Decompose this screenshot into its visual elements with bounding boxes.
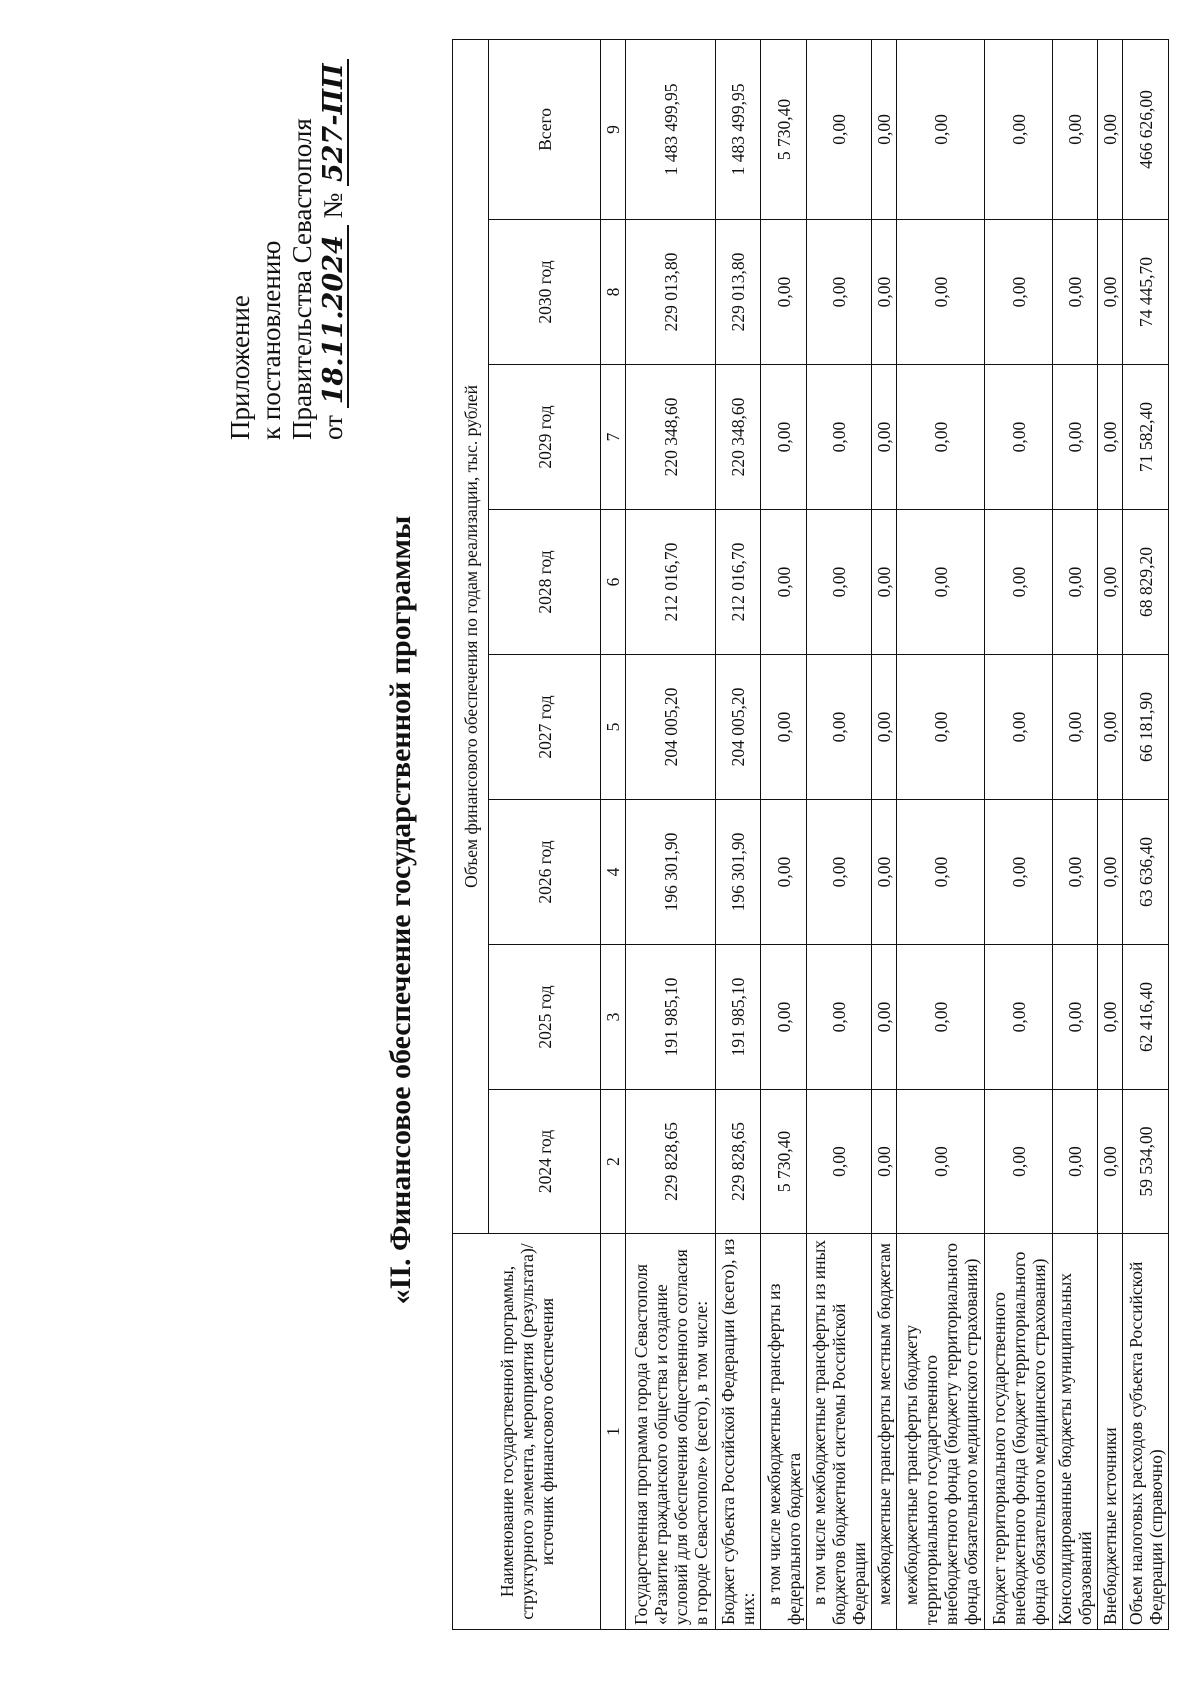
year-header: 2029 год: [489, 365, 601, 510]
cell-value: 0,00: [985, 510, 1053, 655]
column-number: 7: [601, 365, 626, 510]
cell-value: 0,00: [1098, 220, 1123, 365]
cell-value: 0,00: [761, 365, 807, 510]
cell-value: 71 582,40: [1123, 365, 1169, 510]
appendix-line-1: Приложение: [225, 295, 255, 440]
row-label: межбюджетные трансферты местным бюджетам: [872, 1234, 897, 1630]
cell-value: 0,00: [897, 510, 985, 655]
cell-value: 0,00: [1098, 655, 1123, 800]
cell-value: 204 005,20: [626, 655, 716, 800]
appendix-block: [225, 59, 349, 440]
cell-value: 0,00: [872, 220, 897, 365]
cell-value: 212 016,70: [716, 510, 761, 655]
cell-value: 59 534,00: [1123, 1090, 1169, 1234]
cell-value: 0,00: [1053, 800, 1098, 945]
cell-value: 204 005,20: [716, 655, 761, 800]
cell-value: 0,00: [1098, 365, 1123, 510]
cell-value: 0,00: [872, 945, 897, 1090]
handwritten-number: 527-ПП: [321, 59, 349, 186]
row-label: Бюджет субъекта Российской Федерации (всего), из них:: [716, 1234, 761, 1630]
cell-value: 0,00: [761, 800, 807, 945]
cell-value: 212 016,70: [626, 510, 716, 655]
cell-value: 74 445,70: [1123, 220, 1169, 365]
table-row: [761, 39, 807, 1629]
cell-value: 66 181,90: [1123, 655, 1169, 800]
cell-value: 229 828,65: [716, 1090, 761, 1234]
table-row: [985, 39, 1053, 1629]
row-label: в том числе межбюджетные трансферты из федерального бюджета: [761, 1234, 807, 1630]
cell-value: 1 483 499,95: [626, 39, 716, 219]
cell-value: 0,00: [897, 365, 985, 510]
column-number: 2: [601, 1090, 626, 1234]
cell-value: 229 828,65: [626, 1090, 716, 1234]
cell-value: 0,00: [985, 945, 1053, 1090]
cell-value: 0,00: [761, 510, 807, 655]
cell-value: 0,00: [807, 39, 872, 219]
cell-value: 0,00: [985, 220, 1053, 365]
cell-value: 191 985,10: [626, 945, 716, 1090]
cell-value: 63 636,40: [1123, 800, 1169, 945]
column-number-row: [601, 39, 626, 1629]
cell-value: 0,00: [872, 1090, 897, 1234]
cell-value: 0,00: [872, 655, 897, 800]
cell-value: 0,00: [807, 510, 872, 655]
cell-value: 0,00: [897, 945, 985, 1090]
table-row: [1123, 39, 1169, 1629]
cell-value: 0,00: [872, 39, 897, 219]
year-header: 2024 год: [489, 1090, 601, 1234]
cell-value: 0,00: [761, 220, 807, 365]
year-header: 2026 год: [489, 800, 601, 945]
column-number: 1: [601, 1234, 626, 1630]
cell-value: 196 301,90: [626, 800, 716, 945]
cell-value: 0,00: [761, 945, 807, 1090]
cell-value: 0,00: [1053, 945, 1098, 1090]
year-header: 2028 год: [489, 510, 601, 655]
cell-value: 62 416,40: [1123, 945, 1169, 1090]
cell-value: 0,00: [807, 220, 872, 365]
column-number: 4: [601, 800, 626, 945]
cell-value: 0,00: [985, 1090, 1053, 1234]
column-number: 9: [601, 39, 626, 219]
cell-value: 0,00: [1098, 945, 1123, 1090]
cell-value: 0,00: [1053, 220, 1098, 365]
cell-value: 0,00: [761, 655, 807, 800]
appendix-line-2: к постановлению: [256, 240, 286, 440]
cell-value: 0,00: [1053, 510, 1098, 655]
column-number: 8: [601, 220, 626, 365]
cell-value: 0,00: [1053, 365, 1098, 510]
total-header: Всего: [489, 39, 601, 219]
table-row: [1098, 39, 1123, 1629]
appendix-date-line: [318, 59, 349, 440]
cell-value: 220 348,60: [716, 365, 761, 510]
cell-value: 0,00: [985, 39, 1053, 219]
cell-value: 5 730,40: [761, 1090, 807, 1234]
cell-value: 229 013,80: [626, 220, 716, 365]
header-row-1: [453, 39, 489, 1629]
column-number: 3: [601, 945, 626, 1090]
cell-value: 466 626,00: [1123, 39, 1169, 219]
cell-value: 0,00: [1098, 1090, 1123, 1234]
year-header: 2030 год: [489, 220, 601, 365]
cell-value: 0,00: [872, 365, 897, 510]
funding-group-header: Объем финансового обеспечения по годам реализации, тыс. рублей: [453, 39, 489, 1233]
table-row: [1053, 39, 1098, 1629]
cell-value: 0,00: [1098, 39, 1123, 219]
row-label: Государственная программа города Севастополя «Развитие гражданского общества и создание условий для обеспечения общественного согласия в городе Севастополе» (всего), в том числе:: [626, 1234, 716, 1630]
year-header: 2025 год: [489, 945, 601, 1090]
table-row: [626, 39, 716, 1629]
cell-value: 5 730,40: [761, 39, 807, 219]
cell-value: 0,00: [1053, 1090, 1098, 1234]
cell-value: 0,00: [985, 365, 1053, 510]
cell-value: 229 013,80: [716, 220, 761, 365]
cell-value: 0,00: [1053, 655, 1098, 800]
cell-value: 0,00: [872, 510, 897, 655]
cell-value: 0,00: [985, 655, 1053, 800]
table-row: [872, 39, 897, 1629]
cell-value: 0,00: [1098, 510, 1123, 655]
row-label: в том числе межбюджетные трансферты из иных бюджетов бюджетной системы Российской Федерации: [807, 1234, 872, 1630]
cell-value: 0,00: [807, 800, 872, 945]
row-label: Внебюджетные источники: [1098, 1234, 1123, 1630]
cell-value: 0,00: [1098, 800, 1123, 945]
year-header: 2027 год: [489, 655, 601, 800]
name-column-header: Наименование государственной программы, структурного элемента, мероприятия (результата)/источник финансового обеспечения: [453, 1234, 601, 1630]
cell-value: 0,00: [897, 1090, 985, 1234]
row-label: Объем налоговых расходов субъекта Российской Федерации (справочно): [1123, 1234, 1169, 1630]
table-row: [807, 39, 872, 1629]
cell-value: 0,00: [807, 945, 872, 1090]
section-title: «II. Финансовое обеспечение государственной программы: [384, 515, 417, 1305]
cell-value: 0,00: [807, 1090, 872, 1234]
column-number: 6: [601, 510, 626, 655]
cell-value: 0,00: [985, 800, 1053, 945]
cell-value: 0,00: [897, 220, 985, 365]
table-row: [716, 39, 761, 1629]
cell-value: 68 829,20: [1123, 510, 1169, 655]
table-row: [897, 39, 985, 1629]
cell-value: 1 483 499,95: [716, 39, 761, 219]
row-label: Консолидированные бюджеты муниципальных образований: [1053, 1234, 1098, 1630]
cell-value: 0,00: [872, 800, 897, 945]
cell-value: 220 348,60: [626, 365, 716, 510]
cell-value: 191 985,10: [716, 945, 761, 1090]
row-label: межбюджетные трансферты бюджету территориального государственного внебюджетного фонда (бюджету территориального фонда обязательного медицинского страхования): [897, 1234, 985, 1630]
financing-table: [452, 39, 1169, 1630]
cell-value: 196 301,90: [716, 800, 761, 945]
from-prefix: от: [318, 415, 348, 440]
handwritten-date: 18.11.2024: [321, 225, 349, 408]
cell-value: 0,00: [1053, 39, 1098, 219]
cell-value: 0,00: [897, 39, 985, 219]
number-prefix: №: [318, 192, 348, 219]
appendix-line-3: Правительства Севастополя: [287, 118, 317, 440]
column-number: 5: [601, 655, 626, 800]
cell-value: 0,00: [807, 655, 872, 800]
cell-value: 0,00: [807, 365, 872, 510]
cell-value: 0,00: [897, 800, 985, 945]
cell-value: 0,00: [897, 655, 985, 800]
row-label: Бюджет территориального государственного внебюджетного фонда (бюджет территориального фонда обязательного медицинского страхования): [985, 1234, 1053, 1630]
